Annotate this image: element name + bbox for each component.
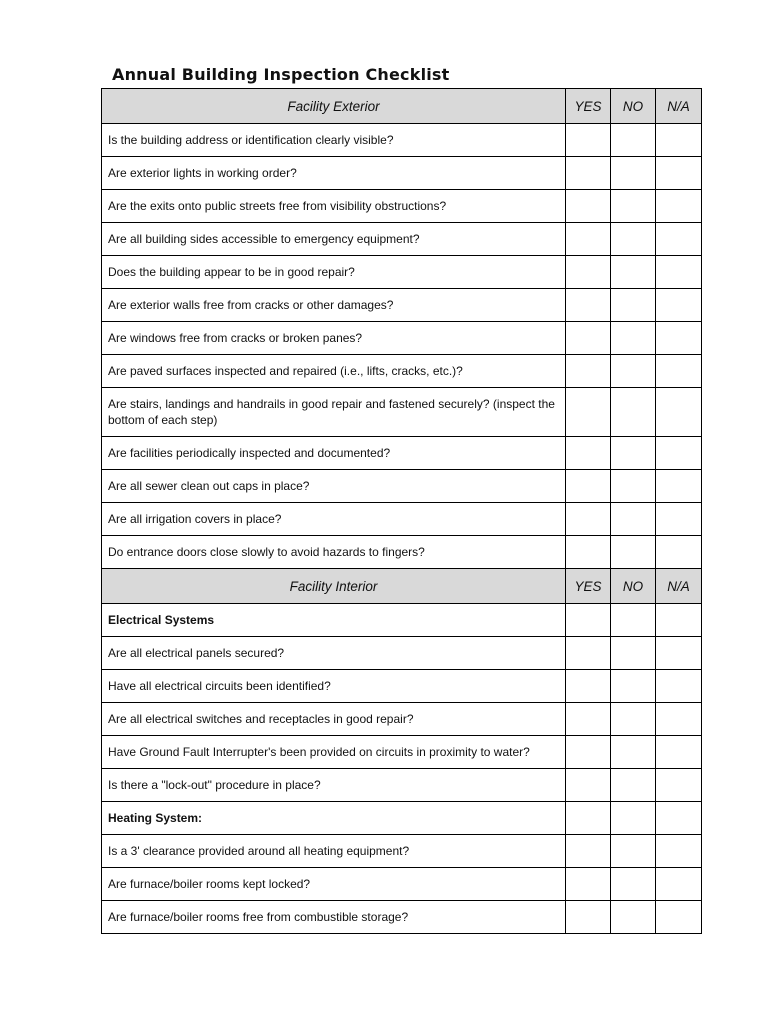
na-checkbox-cell[interactable] (656, 901, 702, 934)
no-checkbox-cell[interactable] (611, 190, 656, 223)
no-checkbox-cell[interactable] (611, 322, 656, 355)
yes-checkbox-cell[interactable] (566, 223, 611, 256)
no-checkbox-cell[interactable] (611, 835, 656, 868)
checklist-row (102, 736, 702, 769)
checklist-row (102, 670, 702, 703)
yes-checkbox-cell[interactable] (566, 256, 611, 289)
yes-checkbox-cell[interactable] (566, 355, 611, 388)
question-text: Are all electrical panels secured? (102, 637, 566, 670)
subheading-row (102, 604, 702, 637)
na-checkbox-cell[interactable] (656, 637, 702, 670)
section-title: Facility Interior (102, 569, 566, 604)
yes-checkbox-cell[interactable] (566, 388, 611, 437)
question-text: Have all electrical circuits been identified? (102, 670, 566, 703)
checklist-row (102, 322, 702, 355)
na-checkbox-cell[interactable] (656, 289, 702, 322)
no-checkbox-cell[interactable] (611, 536, 656, 569)
checklist-row (102, 190, 702, 223)
checklist-row (102, 355, 702, 388)
na-checkbox-cell[interactable] (656, 190, 702, 223)
question-text: Are all electrical switches and receptacles in good repair? (102, 703, 566, 736)
no-checkbox-cell[interactable] (611, 470, 656, 503)
checklist-row (102, 769, 702, 802)
yes-checkbox-cell[interactable] (566, 157, 611, 190)
yes-checkbox-cell[interactable] (566, 322, 611, 355)
checklist-row (102, 868, 702, 901)
yes-checkbox-cell[interactable] (566, 289, 611, 322)
no-checkbox-cell[interactable] (611, 157, 656, 190)
yes-checkbox-cell[interactable] (566, 868, 611, 901)
checklist-row (102, 124, 702, 157)
no-column-header: NO (611, 569, 656, 604)
question-text: Have Ground Fault Interrupter's been provided on circuits in proximity to water? (102, 736, 566, 769)
na-checkbox-cell[interactable] (656, 736, 702, 769)
checklist-row (102, 536, 702, 569)
question-text: Is there a "lock-out" procedure in place? (102, 769, 566, 802)
subheading-row (102, 802, 702, 835)
question-text: Are facilities periodically inspected and documented? (102, 437, 566, 470)
yes-checkbox-cell[interactable] (566, 604, 611, 637)
no-column-header: NO (611, 89, 656, 124)
no-checkbox-cell[interactable] (611, 604, 656, 637)
no-checkbox-cell[interactable] (611, 388, 656, 437)
question-text: Are paved surfaces inspected and repaired (i.e., lifts, cracks, etc.)? (102, 355, 566, 388)
no-checkbox-cell[interactable] (611, 437, 656, 470)
question-text: Are windows free from cracks or broken panes? (102, 322, 566, 355)
na-checkbox-cell[interactable] (656, 536, 702, 569)
na-checkbox-cell[interactable] (656, 355, 702, 388)
na-checkbox-cell[interactable] (656, 835, 702, 868)
checklist-row (102, 503, 702, 536)
yes-checkbox-cell[interactable] (566, 901, 611, 934)
question-text: Are furnace/boiler rooms free from combustible storage? (102, 901, 566, 934)
checklist-row (102, 901, 702, 934)
checklist-row (102, 388, 702, 437)
no-checkbox-cell[interactable] (611, 736, 656, 769)
na-checkbox-cell[interactable] (656, 802, 702, 835)
yes-checkbox-cell[interactable] (566, 703, 611, 736)
question-text: Are all irrigation covers in place? (102, 503, 566, 536)
yes-checkbox-cell[interactable] (566, 437, 611, 470)
no-checkbox-cell[interactable] (611, 802, 656, 835)
yes-checkbox-cell[interactable] (566, 802, 611, 835)
na-checkbox-cell[interactable] (656, 388, 702, 437)
checklist-row (102, 637, 702, 670)
checklist-row (102, 289, 702, 322)
question-text: Is the building address or identification clearly visible? (102, 124, 566, 157)
document-title: Annual Building Inspection Checklist (112, 65, 450, 84)
yes-checkbox-cell[interactable] (566, 670, 611, 703)
yes-checkbox-cell[interactable] (566, 470, 611, 503)
na-checkbox-cell[interactable] (656, 769, 702, 802)
question-text: Are exterior walls free from cracks or other damages? (102, 289, 566, 322)
question-text: Are the exits onto public streets free from visibility obstructions? (102, 190, 566, 223)
no-checkbox-cell[interactable] (611, 868, 656, 901)
na-checkbox-cell[interactable] (656, 256, 702, 289)
na-checkbox-cell[interactable] (656, 437, 702, 470)
question-text: Is a 3' clearance provided around all heating equipment? (102, 835, 566, 868)
na-checkbox-cell[interactable] (656, 157, 702, 190)
na-checkbox-cell[interactable] (656, 868, 702, 901)
no-checkbox-cell[interactable] (611, 289, 656, 322)
no-checkbox-cell[interactable] (611, 637, 656, 670)
na-checkbox-cell[interactable] (656, 604, 702, 637)
section-title: Facility Exterior (102, 89, 566, 124)
yes-checkbox-cell[interactable] (566, 769, 611, 802)
na-column-header: N/A (656, 569, 702, 604)
checklist-row (102, 703, 702, 736)
yes-column-header: YES (566, 569, 611, 604)
no-checkbox-cell[interactable] (611, 124, 656, 157)
checklist-row (102, 223, 702, 256)
subheading-text: Heating System: (102, 802, 566, 835)
no-checkbox-cell[interactable] (611, 223, 656, 256)
na-checkbox-cell[interactable] (656, 703, 702, 736)
na-checkbox-cell[interactable] (656, 670, 702, 703)
yes-checkbox-cell[interactable] (566, 190, 611, 223)
na-checkbox-cell[interactable] (656, 322, 702, 355)
yes-checkbox-cell[interactable] (566, 536, 611, 569)
checklist-row (102, 256, 702, 289)
na-checkbox-cell[interactable] (656, 223, 702, 256)
checklist-row (102, 157, 702, 190)
na-checkbox-cell[interactable] (656, 503, 702, 536)
na-column-header: N/A (656, 89, 702, 124)
checklist-row (102, 835, 702, 868)
question-text: Are exterior lights in working order? (102, 157, 566, 190)
question-text: Does the building appear to be in good repair? (102, 256, 566, 289)
no-checkbox-cell[interactable] (611, 703, 656, 736)
question-text: Do entrance doors close slowly to avoid hazards to fingers? (102, 536, 566, 569)
na-checkbox-cell[interactable] (656, 124, 702, 157)
yes-checkbox-cell[interactable] (566, 736, 611, 769)
section-header-facility-exterior (102, 89, 702, 124)
na-checkbox-cell[interactable] (656, 470, 702, 503)
no-checkbox-cell[interactable] (611, 769, 656, 802)
no-checkbox-cell[interactable] (611, 355, 656, 388)
question-text: Are all sewer clean out caps in place? (102, 470, 566, 503)
yes-checkbox-cell[interactable] (566, 124, 611, 157)
no-checkbox-cell[interactable] (611, 256, 656, 289)
no-checkbox-cell[interactable] (611, 901, 656, 934)
no-checkbox-cell[interactable] (611, 503, 656, 536)
subheading-text: Electrical Systems (102, 604, 566, 637)
question-text: Are furnace/boiler rooms kept locked? (102, 868, 566, 901)
yes-checkbox-cell[interactable] (566, 503, 611, 536)
no-checkbox-cell[interactable] (611, 670, 656, 703)
section-header-facility-interior (102, 569, 702, 604)
question-text: Are all building sides accessible to emergency equipment? (102, 223, 566, 256)
checklist-row (102, 470, 702, 503)
yes-checkbox-cell[interactable] (566, 637, 611, 670)
question-text: Are stairs, landings and handrails in good repair and fastened securely? (inspect the bottom of each step) (102, 388, 566, 437)
yes-column-header: YES (566, 89, 611, 124)
yes-checkbox-cell[interactable] (566, 835, 611, 868)
inspection-checklist-table (101, 88, 702, 934)
checklist-row (102, 437, 702, 470)
